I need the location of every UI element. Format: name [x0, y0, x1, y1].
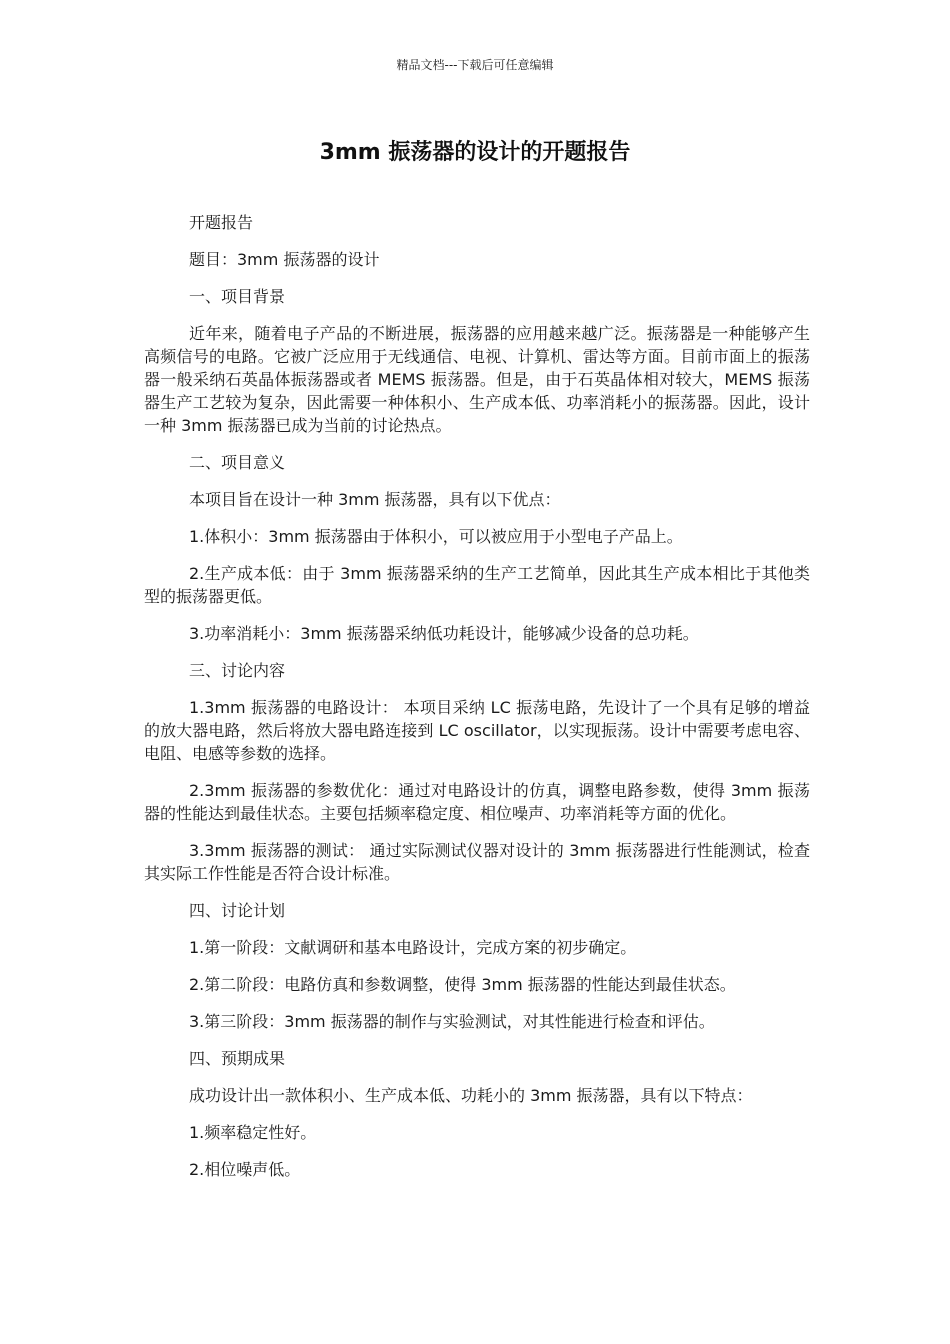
list-item-phase-noise: 2.相位噪声低。 — [189, 1160, 301, 1179]
list-item-phase-two: 2.第二阶段：电路仿真和参数调整，使得 3mm 振荡器的性能达到最佳状态。 — [189, 975, 736, 994]
list-item-circuit-design: 1.3mm 振荡器的电路设计： 本项目采纳 LC 振荡电路，先设计了一个具有足够的增益的放大器电路，然后将放大器电路连接到 LC oscillator，以实现振荡。设计中需要考虑电容、电阻、电感等参数的选择。 — [144, 698, 810, 763]
paragraph-report-label: 开题报告 — [189, 213, 254, 232]
list-item-advantage-size: 1.体积小：3mm 振荡器由于体积小，可以被应用于小型电子产品上。 — [189, 527, 683, 546]
list-item-advantage-cost: 2.生产成本低：由于 3mm 振荡器采纳的生产工艺简单，因此其生产成本相比于其他类型的振荡器更低。 — [144, 564, 810, 606]
section-heading-plan: 四、讨论计划 — [189, 901, 286, 920]
document-body — [144, 211, 810, 1195]
section-heading-content: 三、讨论内容 — [189, 661, 286, 680]
section-heading-significance: 二、项目意义 — [189, 453, 286, 472]
paragraph-topic: 题目：3mm 振荡器的设计 — [189, 250, 380, 269]
list-item-testing: 3.3mm 振荡器的测试： 通过实际测试仪器对设计的 3mm 振荡器进行性能测试，检查其实际工作性能是否符合设计标准。 — [144, 841, 810, 883]
list-item-frequency-stability: 1.频率稳定性好。 — [189, 1123, 317, 1142]
section-heading-outcomes: 四、预期成果 — [189, 1049, 286, 1068]
list-item-advantage-power: 3.功率消耗小：3mm 振荡器采纳低功耗设计，能够减少设备的总功耗。 — [189, 624, 699, 643]
paragraph-significance-intro: 本项目旨在设计一种 3mm 振荡器，具有以下优点： — [189, 490, 561, 509]
list-item-phase-one: 1.第一阶段：文献调研和基本电路设计，完成方案的初步确定。 — [189, 938, 637, 957]
section-heading-background: 一、项目背景 — [189, 287, 286, 306]
page-header: 精品文档---下载后可任意编辑 — [396, 58, 554, 72]
list-item-phase-three: 3.第三阶段：3mm 振荡器的制作与实验测试，对其性能进行检查和评估。 — [189, 1012, 715, 1031]
paragraph-outcomes-intro: 成功设计出一款体积小、生产成本低、功耗小的 3mm 振荡器，具有以下特点： — [189, 1086, 753, 1105]
paragraph-background: 近年来，随着电子产品的不断进展，振荡器的应用越来越广泛。振荡器是一种能够产生高频信号的电路。它被广泛应用于无线通信、电视、计算机、雷达等方面。目前市面上的振荡器一般采纳石英晶体振荡器或者 MEMS 振荡器。但是，由于石英晶体相对较大，MEMS 振荡器生产工艺较为复杂，因此需要一种体积小、生产成本低、功率消耗小的振荡器。因此，设计一种 3mm 振荡器已成为当前的讨论热点。 — [144, 324, 810, 435]
document-title: 3mm 振荡器的设计的开题报告 — [319, 140, 631, 165]
list-item-parameter-optimization: 2.3mm 振荡器的参数优化：通过对电路设计的仿真，调整电路参数，使得 3mm 振荡器的性能达到最佳状态。主要包括频率稳定度、相位噪声、功率消耗等方面的优化。 — [144, 781, 810, 823]
